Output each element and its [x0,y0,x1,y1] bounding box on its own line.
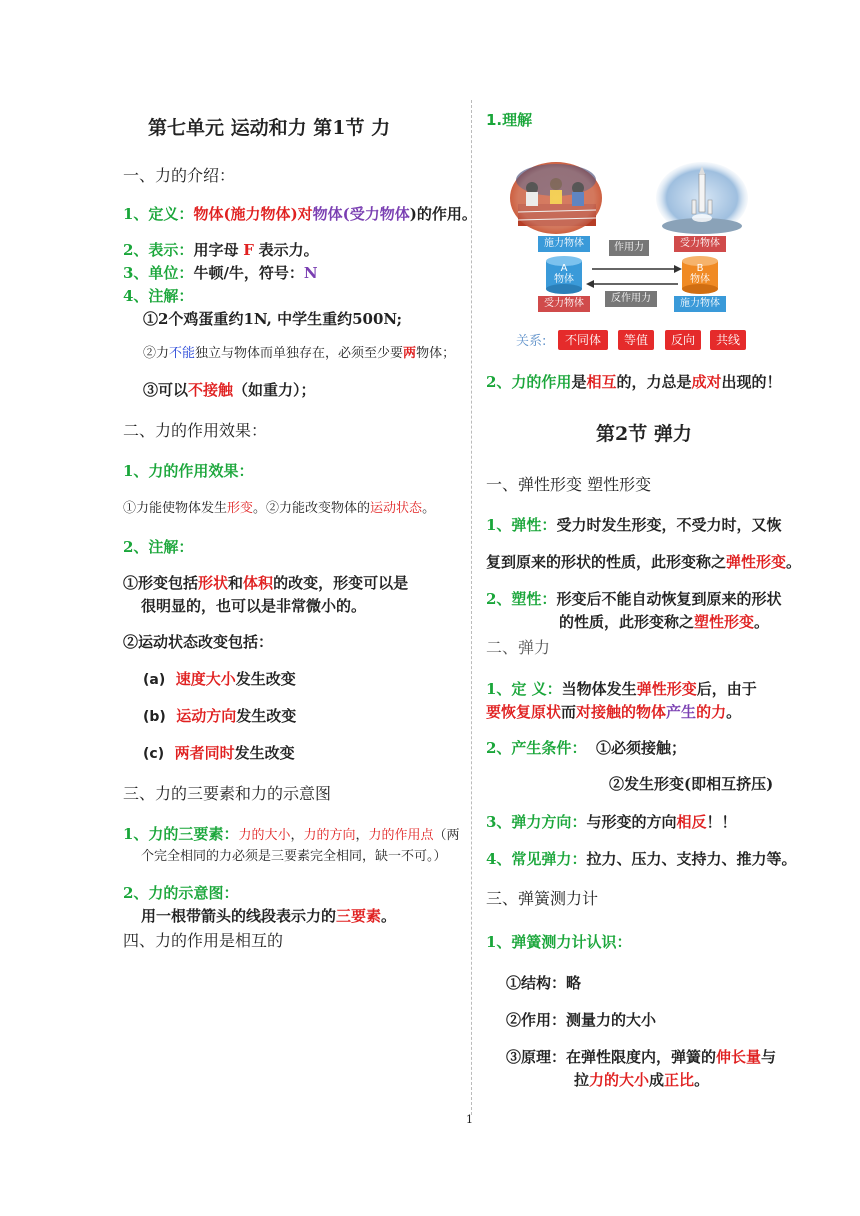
text: B [696,263,704,274]
text: ③原理：在弹性限度内，弹簧的 [506,1048,717,1066]
text: 的改变，形变可以是 [273,574,409,592]
text: 施力物体 [230,205,291,223]
text: ③可以 [143,381,189,399]
text: 体积 [243,574,274,592]
text: ①形变包括 [123,574,199,592]
label: 2、力的作用 [486,373,572,391]
label: 4、常见弹力： [486,850,587,868]
text: 物体( [312,205,350,223]
text: 力的作用点 [368,828,434,843]
text: 弹性形变 [636,680,697,698]
relation-tag: 等值 [618,330,654,350]
relation-label: 关系: [516,334,547,349]
condition-cont: ②发生形变(即相互挤压) [609,775,774,793]
text: 力的方向 [303,828,356,843]
section-heading: 三、力的三要素和力的示意图 [123,784,332,803]
list-item [143,706,296,727]
text: 的性质，此形变称之 [559,613,695,631]
text: ②力 [143,346,170,361]
elasticity-line [486,515,781,535]
receiver-top-box: 受力物体 [674,236,726,252]
text: (b) [143,709,166,725]
text: 运动状态 [370,501,423,516]
text: 拉 [574,1071,590,1089]
text: 而 [561,703,577,721]
note-1: ①2个鸡蛋重约1N, 中学生重约500N; [143,310,403,328]
list-item [143,743,295,764]
text: 。 [786,553,802,571]
text: 。 [381,907,397,925]
text: 产生 [666,703,697,721]
text: 物体； [416,346,456,361]
object-b-label [686,263,714,285]
direction-line [486,812,737,832]
plasticity-cont [559,612,769,632]
text: 的，力总是 [616,373,692,391]
text: 运动方向 [176,707,237,725]
text: 后，由于 [696,680,757,698]
detail-2: ②运动状态改变包括： [123,633,274,651]
note-2 [143,344,455,364]
text: 。 [754,613,770,631]
object-a-label [550,263,578,285]
text: 与 [761,1048,777,1066]
label: 2、产生条件： [486,739,587,757]
three-elements-cont: 个完全相同的力必须是三要素完全相同，缺一不可。） [141,849,447,864]
text: 与形变的方向 [586,813,677,831]
relation-tag: 不同体 [558,330,608,350]
label: 2、表示： [123,241,194,259]
text: )对 [290,205,313,223]
representation-line [123,240,319,260]
applier-bottom-box: 施力物体 [674,296,726,312]
text: 复到原来的形状的性质，此形变称之 [486,553,727,571]
text: 受力时发生形变，不受力时，又恢 [556,516,782,534]
label: 1、定义： [123,205,194,223]
action-force-box: 作用力 [609,240,649,256]
text: ！！ [706,813,737,831]
text: （如重力）； [233,381,316,399]
page-title: 第七单元 运动和力 第1节 力 [148,117,391,139]
text: 要恢复原状 [486,703,562,721]
column-divider [471,100,472,1115]
text: (a) [143,672,166,688]
text: 是 [571,373,587,391]
applier-top-box: 施力物体 [538,236,590,252]
text: 形变 [227,501,254,516]
section-heading: 一、力的介绍： [123,166,236,185]
text: 力的大小 [238,828,291,843]
label: 3、弹力方向： [486,813,587,831]
text: 两 [403,346,417,361]
text: 表示力。 [258,241,319,259]
definition-line [123,204,477,224]
text: 物体 [554,274,574,285]
note2-label: 2、注解： [123,538,194,556]
text: ， [355,828,369,843]
text: ， [290,828,304,843]
label: 3、单位： [123,264,194,282]
label: 1、弹性： [486,516,557,534]
text: 发生改变 [235,670,296,688]
reaction-force-box: 反作用力 [605,291,657,307]
effect-line [123,499,435,519]
diagram-graphic [510,160,750,355]
understand-label: 1.理解 [486,111,533,129]
text: 相互 [586,373,617,391]
text: 当物体发生 [561,680,637,698]
effect-label: 1、力的作用效果： [123,462,254,480]
text: 发生改变 [236,707,297,725]
text: 和 [228,574,244,592]
note-3 [143,380,316,400]
know-item: ①结构：略 [506,974,582,992]
text: 用一根带箭头的线段表示力的 [141,907,337,925]
know-item-cont [574,1070,709,1090]
text: 成 [649,1071,665,1089]
text: A [560,263,568,274]
text: 不能 [169,346,196,361]
know-item: ②作用：测量力的大小 [506,1011,657,1029]
mutual-line [486,372,782,392]
text: 伸长量 [716,1048,762,1066]
text: 独立与物体而单独存在，必须至少要 [195,346,404,361]
text: 。 [726,703,742,721]
text: 。②力能改变物体的 [253,501,371,516]
text: ①必须接触； [596,739,687,757]
text: 拉力、压力、支持力、推力等。 [586,850,797,868]
text: 用字母 [193,241,239,259]
label: 1、定 义： [486,680,562,698]
label: 2、塑性： [486,590,557,608]
text: 出现的！ [721,373,782,391]
unit-line [123,263,318,283]
page-number: 1 [466,1113,473,1126]
text: 。 [694,1071,710,1089]
label: 4、注解： [123,287,194,305]
force-definition-cont [486,702,741,722]
text: （两 [433,828,460,843]
text: 对接触的物体 [576,703,667,721]
relation-tag: 共线 [710,330,746,350]
text: 牛顿/牛，符号： [193,264,304,282]
text: 受力物体 [349,205,410,223]
plasticity-line [486,589,781,609]
text: 三要素 [336,907,382,925]
text: 物体( [193,205,231,223]
section-heading: 二、力的作用效果： [123,421,268,440]
text: 力的大小 [589,1071,650,1089]
elasticity-cont [486,552,801,572]
relation-tag: 反向 [665,330,701,350]
section-heading: 三、弹簧测力计 [486,889,599,908]
list-item [143,669,296,690]
text: 不接触 [188,381,234,399]
notes-label [123,286,193,306]
force-definition-line [486,679,757,699]
text: (c) [143,746,165,762]
section-heading: 二、弹力 [486,638,551,657]
schematic-line [141,906,396,926]
text: 形状 [198,574,229,592]
text: F [243,241,254,259]
text: 正比 [664,1071,695,1089]
receiver-bottom-box: 受力物体 [538,296,590,312]
text: N [303,264,318,282]
text: 速度大小 [175,670,236,688]
section-title: 第2节 弹力 [596,423,692,445]
know-label: 1、弹簧测力计认识： [486,933,632,951]
text: 。 [422,501,436,516]
schematic-label: 2、力的示意图： [123,884,239,902]
text: ①力能使物体发生 [123,501,228,516]
text: 形变后不能自动恢复到原来的形状 [556,590,782,608]
text: )的作用。 [409,205,477,223]
section-heading: 四、力的作用是相互的 [123,931,284,950]
force-diagram [510,160,750,355]
condition-line [486,738,686,758]
text: 两者同时 [174,744,235,762]
common-force-line [486,849,796,869]
section-heading: 一、弹性形变 塑性形变 [486,475,652,494]
text: 物体 [690,274,710,285]
text: 弹性形变 [726,553,787,571]
text: 成对 [691,373,722,391]
label: 1、力的三要素： [123,825,239,843]
know-item [506,1047,776,1067]
three-elements-line [123,824,460,846]
text: 的力 [696,703,727,721]
detail-1-cont: 很明显的，也可以是非常微小的。 [141,597,367,615]
text: 相反 [676,813,707,831]
text: 塑性形变 [694,613,755,631]
detail-1 [123,573,408,593]
text: 发生改变 [234,744,295,762]
